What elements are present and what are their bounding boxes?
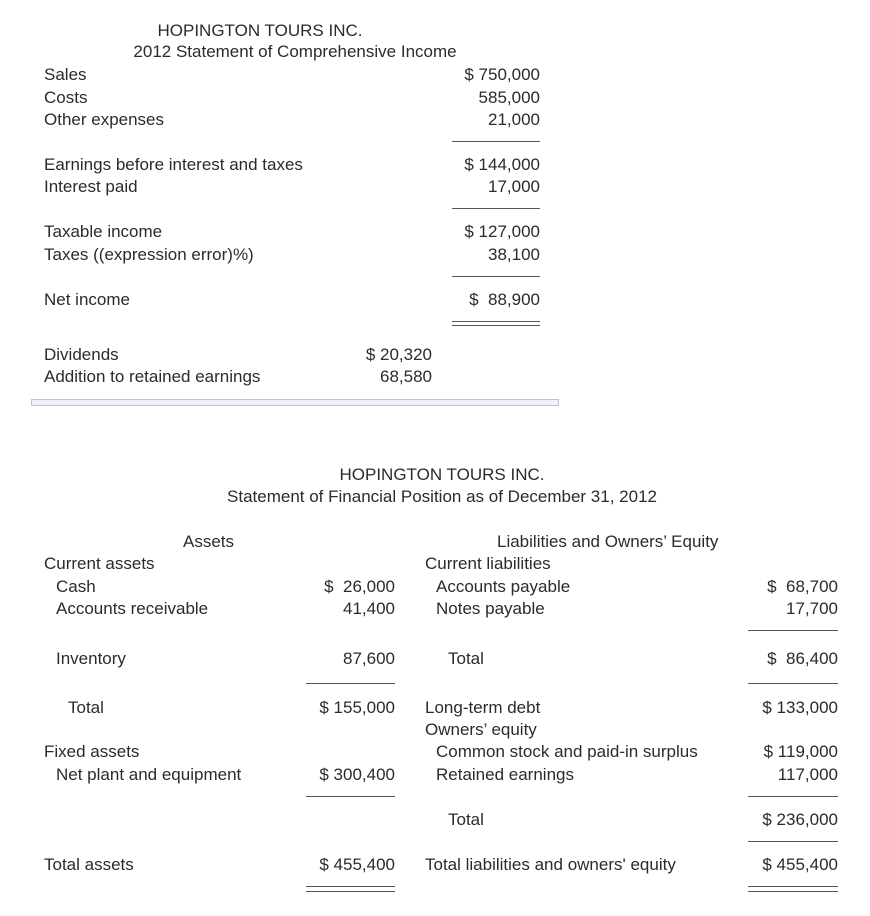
total-liab-equity-value: $ 455,400 xyxy=(762,855,838,874)
assets-double-rule-bottom xyxy=(306,891,395,892)
liab-double-rule-top xyxy=(748,886,838,887)
long-term-debt-label: Long-term debt xyxy=(425,698,541,717)
balance-company-name: HOPINGTON TOURS INC. xyxy=(339,465,545,484)
total-assets-value: $ 455,400 xyxy=(319,855,395,874)
rule-current-liabilities xyxy=(748,630,838,631)
liabilities-heading: Liabilities and Owners’ Equity xyxy=(497,532,719,551)
section-divider xyxy=(31,399,559,406)
owners-equity-label: Owners’ equity xyxy=(425,720,537,739)
taxes-value: 38,100 xyxy=(488,245,540,264)
receivables-value: 41,400 xyxy=(343,599,395,618)
dividends-label: Dividends xyxy=(44,345,119,364)
dividends-value: $ 20,320 xyxy=(365,345,432,364)
inventory-label: Inventory xyxy=(56,649,126,668)
total-liab-equity-label: Total liabilities and owners' equity xyxy=(425,855,676,874)
rule-current-assets xyxy=(306,683,395,684)
payables-value: $ 68,700 xyxy=(767,577,838,596)
balance-title: Statement of Financial Position as of December 31, 2012 xyxy=(227,487,657,506)
current-assets-label: Current assets xyxy=(44,554,155,573)
equity-total-value: $ 236,000 xyxy=(762,810,838,829)
ebit-value: $ 144,000 xyxy=(464,155,540,174)
current-liabilities-total-value: $ 86,400 xyxy=(767,649,838,668)
liab-double-rule-bottom xyxy=(748,891,838,892)
other-expenses-value: 21,000 xyxy=(488,110,540,129)
rule-ebit xyxy=(452,141,540,142)
taxable-income-label: Taxable income xyxy=(44,222,163,241)
addition-re-label: Addition to retained earnings xyxy=(44,367,261,386)
taxes-label: Taxes ((expression error)%) xyxy=(44,245,254,264)
assets-double-rule-top xyxy=(306,886,395,887)
double-rule-top xyxy=(452,321,540,322)
sales-label: Sales xyxy=(44,65,87,84)
fixed-assets-label: Fixed assets xyxy=(44,742,140,761)
payables-label: Accounts payable xyxy=(436,577,571,596)
rule-total-liabilities xyxy=(748,841,838,842)
taxable-income-value: $ 127,000 xyxy=(464,222,540,241)
other-expenses-label: Other expenses xyxy=(44,110,165,129)
rule-taxable xyxy=(452,208,540,209)
current-liabilities-label: Current liabilities xyxy=(425,554,551,573)
cash-label: Cash xyxy=(56,577,96,596)
interest-value: 17,000 xyxy=(488,177,540,196)
net-income-label: Net income xyxy=(44,290,130,309)
common-stock-label: Common stock and paid-in surplus xyxy=(436,742,698,761)
addition-re-value: 68,580 xyxy=(380,367,432,386)
retained-earnings-label: Retained earnings xyxy=(436,765,574,784)
income-title: 2012 Statement of Comprehensive Income xyxy=(133,42,457,61)
net-income-value: $ 88,900 xyxy=(469,290,540,309)
interest-label: Interest paid xyxy=(44,177,138,196)
common-stock-value: $ 119,000 xyxy=(763,742,838,761)
equity-total-label: Total xyxy=(448,810,484,829)
receivables-label: Accounts receivable xyxy=(56,599,209,618)
ebit-label: Earnings before interest and taxes xyxy=(44,155,303,174)
retained-earnings-value: 117,000 xyxy=(777,765,838,784)
costs-value: 585,000 xyxy=(478,88,540,107)
notes-label: Notes payable xyxy=(436,599,545,618)
long-term-debt-value: $ 133,000 xyxy=(762,698,838,717)
assets-heading: Assets xyxy=(183,532,235,551)
cash-value: $ 26,000 xyxy=(324,577,395,596)
net-plant-value: $ 300,400 xyxy=(319,765,395,784)
current-assets-total-label: Total xyxy=(68,698,104,717)
rule-net-income xyxy=(452,276,540,277)
income-company-name: HOPINGTON TOURS INC. xyxy=(157,21,363,40)
double-rule-bottom xyxy=(452,325,540,326)
sales-value: $ 750,000 xyxy=(464,65,540,84)
current-assets-total-value: $ 155,000 xyxy=(319,698,395,717)
inventory-value: 87,600 xyxy=(343,649,395,668)
net-plant-label: Net plant and equipment xyxy=(56,765,242,784)
rule-long-term-debt xyxy=(748,683,838,684)
costs-label: Costs xyxy=(44,88,88,107)
rule-fixed-assets xyxy=(306,796,395,797)
notes-value: 17,700 xyxy=(786,599,838,618)
rule-equity xyxy=(748,796,838,797)
current-liabilities-total-label: Total xyxy=(448,649,484,668)
total-assets-label: Total assets xyxy=(44,855,134,874)
